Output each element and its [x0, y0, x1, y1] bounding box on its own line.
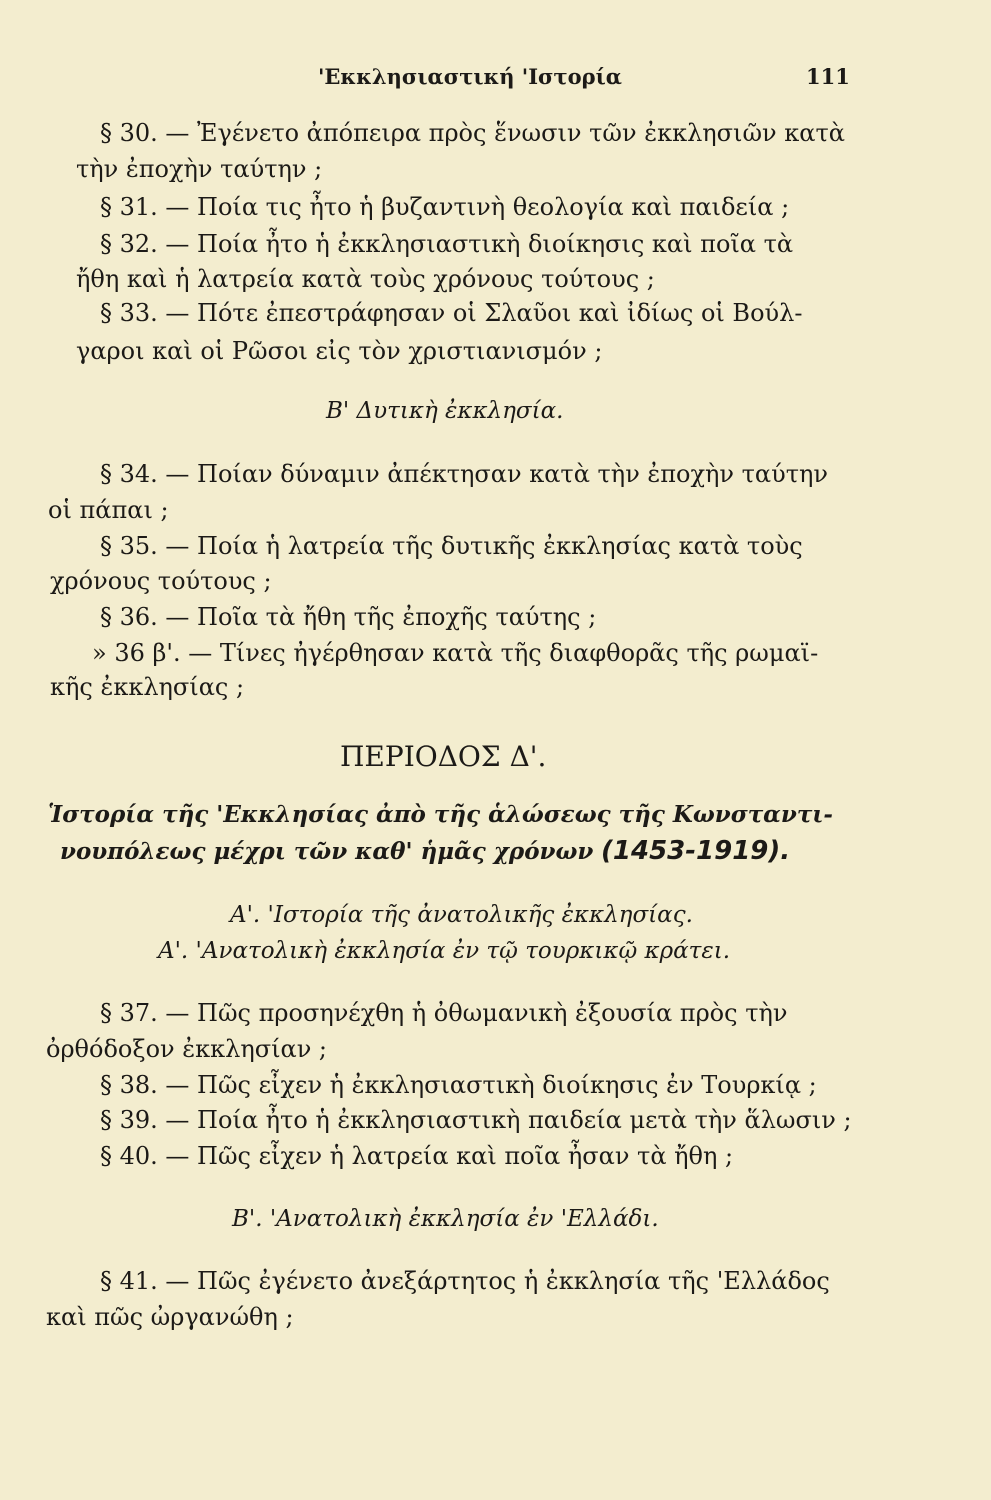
- question-31-line1: § 31. — Ποία τις ἦτο ἡ βυζαντινὴ θεολογία καὶ παιδεία ;: [100, 193, 790, 221]
- period-title: ΠΕΡΙΟΔΟΣ Δ'.: [340, 740, 547, 773]
- question-34-line1: § 34. — Ποίαν δύναμιν ἀπέκτησαν κατὰ τὴν ἐποχὴν ταύτην: [100, 460, 828, 488]
- question-32-line2: ἤθη καὶ ἡ λατρεία κατὰ τοὺς χρόνους τούτους ;: [76, 265, 655, 293]
- sub-a-title: Α'. 'Ιστορία τῆς ἀνατολικῆς ἐκκλησίας.: [230, 902, 693, 928]
- question-30-line1: § 30. — Ἐγένετο ἀπόπειρα πρὸς ἕνωσιν τῶν ἐκκλησιῶν κατὰ: [100, 119, 845, 147]
- running-header: 'Εκκλησιαστική 'Ιστορία: [318, 64, 622, 89]
- question-37-line1: § 37. — Πῶς προσηνέχθη ἡ ὀθωμανικὴ ἐξουσία πρὸς τὴν: [100, 999, 788, 1027]
- question-33-line2: γαροι καὶ οἱ Ρῶσοι εἰς τὸν χριστιανισμόν ;: [76, 337, 603, 365]
- question-33-line1: § 33. — Πότε ἐπεστράφησαν οἱ Σλαῦοι καὶ ἰδίως οἱ Βούλ-: [100, 299, 803, 327]
- sub-b-title: Β'. 'Ανατολικὴ ἐκκλησία ἐν 'Ελλάδι.: [232, 1206, 659, 1232]
- question-36b-line1: » 36 β'. — Τίνες ἠγέρθησαν κατὰ τῆς διαφθορᾶς τῆς ρωμαϊ-: [92, 639, 819, 667]
- question-39-line1: § 39. — Ποία ἦτο ἡ ἐκκλησιαστικὴ παιδεία μετὰ τὴν ἅλωσιν ;: [100, 1106, 852, 1134]
- period-subtitle-line2: νουπόλεως μέχρι τῶν καθ' ἡμᾶς χρόνων: [60, 838, 594, 865]
- page-number: 111: [806, 64, 850, 89]
- question-32-line1: § 32. — Ποία ἦτο ἡ ἐκκλησιαστικὴ διοίκησις καὶ ποῖα τὰ: [100, 230, 794, 258]
- question-34-line2: οἱ πάπαι ;: [48, 496, 169, 524]
- question-41-line2: καὶ πῶς ὠργανώθη ;: [46, 1303, 294, 1331]
- question-36b-line2: κῆς ἐκκλησίας ;: [50, 673, 245, 701]
- question-35-line2: χρόνους τούτους ;: [50, 567, 272, 595]
- question-40-line1: § 40. — Πῶς εἶχεν ἡ λατρεία καὶ ποῖα ἦσαν τὰ ἤθη ;: [100, 1142, 734, 1170]
- question-41-line1: § 41. — Πῶς ἐγένετο ἀνεξάρτητος ἡ ἐκκλησία τῆς 'Ελλάδος: [100, 1267, 830, 1295]
- period-subtitle-line1: Ἱστορία τῆς 'Εκκλησίας ἀπὸ τῆς ἁλώσεως τῆς Κωνσταντι-: [48, 801, 833, 828]
- period-years: (1453-1919).: [601, 836, 791, 866]
- question-30-line2: τὴν ἐποχὴν ταύτην ;: [76, 155, 323, 183]
- question-37-line2: ὀρθόδοξον ἐκκλησίαν ;: [46, 1035, 328, 1063]
- sub-a-a-title: Α'. 'Ανατολικὴ ἐκκλησία ἐν τῷ τουρκικῷ κράτει.: [158, 938, 731, 964]
- section-b-title: Β' Δυτικὴ ἐκκλησία.: [326, 398, 564, 424]
- question-36-line1: § 36. — Ποῖα τὰ ἤθη τῆς ἐποχῆς ταύτης ;: [100, 603, 597, 631]
- question-35-line1: § 35. — Ποία ἡ λατρεία τῆς δυτικῆς ἐκκλησίας κατὰ τοὺς: [100, 532, 803, 560]
- question-38-line1: § 38. — Πῶς εἶχεν ἡ ἐκκλησιαστικὴ διοίκησις ἐν Τουρκίᾳ ;: [100, 1071, 817, 1099]
- period-subtitle-line2-row: [60, 836, 790, 867]
